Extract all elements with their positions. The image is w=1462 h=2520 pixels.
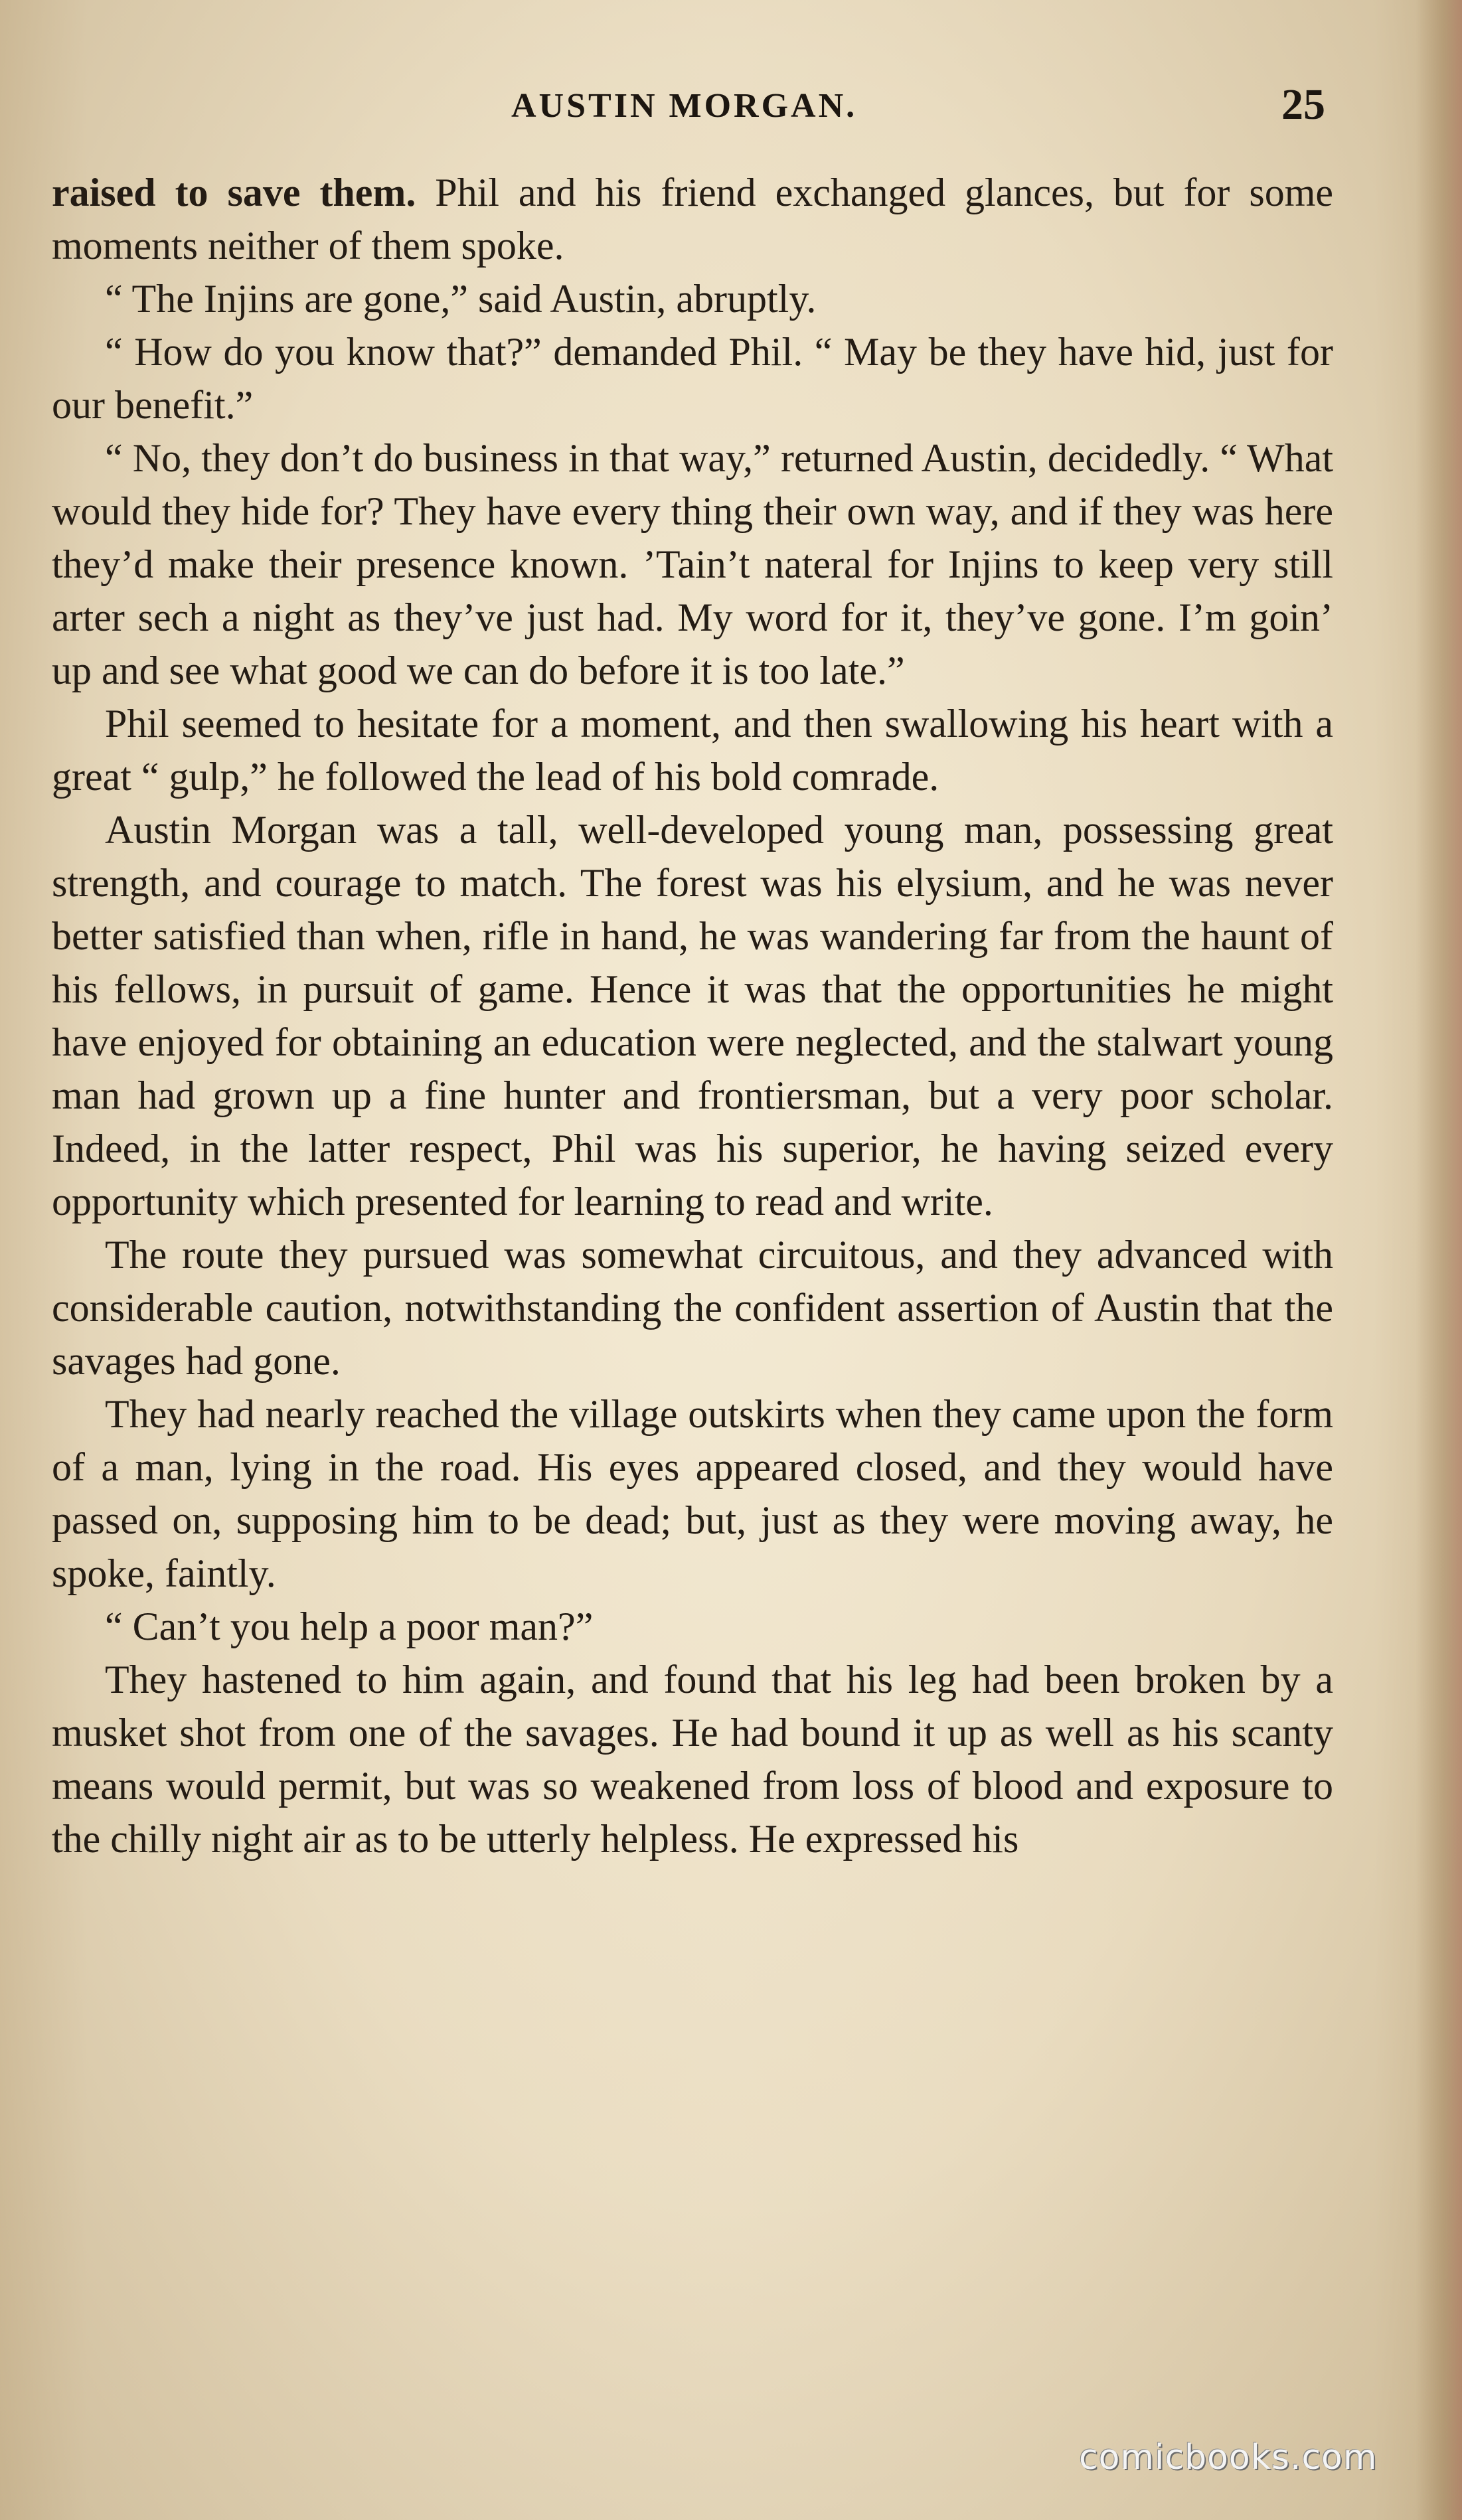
page-number: 25 [1281, 80, 1325, 129]
paragraph: The route they pursued was somewhat circuitous, and they advanced with considerable caution, notwithstanding the confident assertion of Austin that the savages had gone. [52, 1233, 1333, 1383]
body-text [52, 166, 1333, 1865]
paragraph: Phil seemed to hesitate for a moment, and then swallowing his heart with a great “ gulp,” he followed the lead of his bold comrade. [52, 702, 1333, 799]
paragraph: “ Can’t you help a poor man?” [105, 1605, 594, 1648]
paragraph [52, 166, 1333, 272]
paragraph-text: Phil and his friend exchanged glances, but for some moments neither of them spoke. [52, 171, 1333, 268]
paragraph: “ The Injins are gone,” said Austin, abruptly. [105, 277, 817, 321]
paragraph: They had nearly reached the village outskirts when they came upon the form of a man, lying in the road. His eyes appeared closed, and they would have passed on, supposing him to be dead; but, just as they were moving away, he spoke, faintly. [52, 1392, 1333, 1595]
paragraph: They hastened to him again, and found that his leg had been broken by a musket shot from one of the savages. He had bound it up as well as his scanty means would permit, but was so weakened from loss of blood and exposure to the chilly night air as to be utterly helpless. He expressed his [52, 1658, 1333, 1861]
running-head [0, 80, 1462, 133]
paragraph: Austin Morgan was a tall, well-developed young man, possessing great strength, and courage to match. The forest was his elysium, and he was never better satisfied than when, rifle in hand, he was wandering far from the haunt of his fellows, in pursuit of game. Hence it was that the opportunities he might have enjoyed for obtaining an education were neglected, and the stalwart young man had grown up a fine hunter and frontiersman, but a very poor scholar. Indeed, in the latter respect, Phil was his superior, he having seized every opportunity which presented for learning to read and write. [52, 808, 1333, 1223]
paragraph-lead-bold: raised to save them. [52, 171, 416, 214]
watermark: comicbooks.com [1079, 2438, 1378, 2478]
paragraph: “ No, they don’t do business in that way,” returned Austin, decidedly. “ What would they hide for? They have every thing their own way, and if they was here they’d make their presence known. ’Tain’t nateral for Injins to keep very still arter sech a night as they’ve just had. My word for it, they’ve gone. I’m goin’ up and see what good we can do before it is too late.” [52, 436, 1333, 692]
running-title: AUSTIN MORGAN. [511, 87, 858, 125]
paragraph: “ How do you know that?” demanded Phil. “ May be they have hid, just for our benefit.” [52, 330, 1333, 427]
